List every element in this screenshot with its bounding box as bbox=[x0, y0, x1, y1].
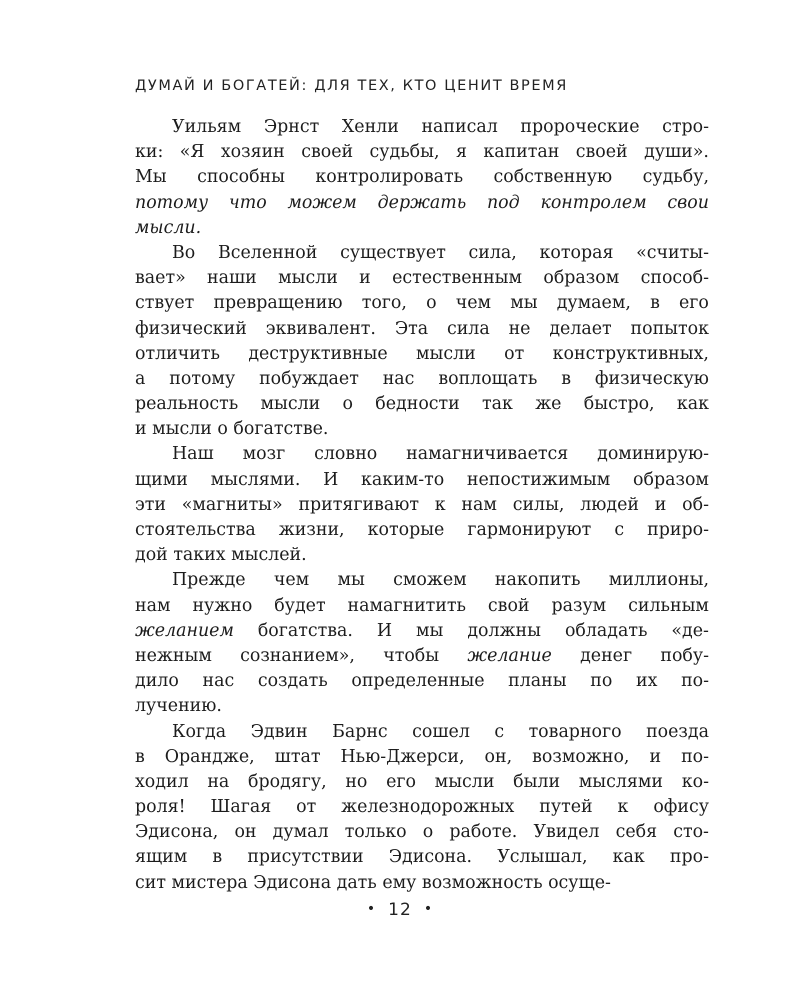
word: с bbox=[494, 721, 505, 742]
word: лучению. bbox=[135, 696, 222, 717]
word: только bbox=[344, 822, 407, 843]
word: сила, bbox=[468, 242, 517, 263]
word: по- bbox=[681, 671, 709, 692]
word: деструктивные bbox=[248, 343, 388, 364]
word: мыслей. bbox=[231, 545, 307, 566]
word: же bbox=[535, 394, 562, 415]
word: держать bbox=[377, 192, 467, 213]
word: поезда bbox=[646, 721, 709, 742]
word: мистера bbox=[171, 872, 248, 893]
text-line bbox=[135, 720, 709, 745]
word: Вселенной bbox=[217, 242, 318, 263]
word: бродягу, bbox=[248, 771, 327, 792]
word: И bbox=[376, 620, 393, 641]
word: миллионы, bbox=[608, 570, 709, 591]
word: мы bbox=[510, 293, 538, 314]
text-line bbox=[135, 417, 709, 442]
word: работе. bbox=[449, 822, 518, 843]
word: разум bbox=[551, 595, 607, 616]
word: под bbox=[486, 192, 520, 213]
word: и bbox=[135, 419, 147, 440]
paragraph bbox=[135, 241, 709, 443]
word: планы bbox=[508, 671, 567, 692]
word: а bbox=[135, 368, 146, 389]
word: быстро, bbox=[583, 394, 655, 415]
word: естественным bbox=[392, 268, 523, 289]
paragraph bbox=[135, 115, 709, 241]
running-header: ДУМАЙ И БОГАТЕЙ: ДЛЯ ТЕХ, КТО ЦЕНИТ ВРЕМЯ bbox=[135, 78, 568, 94]
word: «считы- bbox=[636, 242, 709, 263]
word: с bbox=[614, 520, 625, 540]
word: возможность bbox=[421, 872, 543, 893]
word: Когда bbox=[172, 721, 227, 742]
word: контролем bbox=[540, 192, 647, 213]
word: ствует bbox=[135, 293, 195, 314]
word: стоятельства bbox=[135, 520, 256, 540]
word: сошел bbox=[412, 721, 470, 742]
text-line bbox=[135, 342, 709, 367]
text-line bbox=[135, 165, 709, 190]
paragraph bbox=[135, 568, 709, 719]
word: их bbox=[636, 671, 658, 692]
word: отличить bbox=[135, 343, 220, 364]
text-line bbox=[135, 644, 709, 669]
folio-bullet-right: • bbox=[423, 901, 434, 917]
word: что bbox=[228, 192, 267, 213]
paragraph bbox=[135, 720, 709, 896]
word: сто- bbox=[673, 822, 709, 843]
word: намагнитить bbox=[347, 595, 466, 616]
word: создать bbox=[257, 671, 328, 692]
word: «Я bbox=[179, 142, 205, 163]
word: он bbox=[234, 822, 257, 843]
text-line bbox=[135, 266, 709, 291]
word: роля! bbox=[135, 797, 186, 818]
word: щими bbox=[135, 469, 188, 490]
word: словно bbox=[314, 444, 378, 465]
word: как bbox=[612, 847, 645, 868]
word: мыслями. bbox=[210, 469, 301, 490]
word: о bbox=[422, 822, 434, 843]
word: в bbox=[135, 746, 145, 767]
word: людей bbox=[580, 494, 640, 515]
word: свой bbox=[487, 595, 530, 616]
word: мы bbox=[416, 620, 444, 641]
word: чем bbox=[273, 570, 310, 591]
text-line bbox=[135, 594, 709, 619]
text-line bbox=[135, 115, 709, 140]
word: которая bbox=[539, 242, 614, 263]
text-line bbox=[135, 871, 709, 896]
folio-bullet-left: • bbox=[366, 901, 377, 917]
word: побуждает bbox=[259, 368, 359, 389]
word: об- bbox=[682, 494, 709, 515]
word: на bbox=[207, 771, 230, 792]
word: определенные bbox=[351, 671, 485, 692]
word: силы, bbox=[512, 494, 565, 515]
word: хозяин bbox=[220, 142, 285, 163]
word: Эдисона bbox=[253, 872, 332, 893]
word: вает» bbox=[135, 268, 186, 289]
word: капитан bbox=[483, 142, 560, 163]
word: жизни, bbox=[278, 520, 345, 540]
word: способ- bbox=[640, 268, 709, 289]
word: мысли bbox=[152, 419, 212, 440]
word: можем bbox=[287, 192, 357, 213]
word: Орандже, bbox=[164, 746, 255, 767]
word: потому bbox=[169, 368, 236, 389]
word: Эдисона, bbox=[135, 822, 219, 843]
word: И bbox=[323, 469, 339, 490]
word: путей bbox=[539, 797, 593, 818]
word: офису bbox=[653, 797, 709, 818]
word: сознанием», bbox=[240, 645, 355, 666]
text-line bbox=[135, 795, 709, 820]
word: присутствии bbox=[247, 847, 364, 868]
word: каким-то bbox=[361, 469, 445, 490]
word: о bbox=[342, 394, 353, 415]
word: думаем, bbox=[556, 293, 631, 314]
word: Во bbox=[172, 242, 196, 263]
text-line bbox=[135, 845, 709, 870]
word: богатстве. bbox=[233, 419, 329, 440]
word: денег bbox=[580, 645, 633, 666]
word: попыток bbox=[630, 318, 709, 339]
word: делает bbox=[549, 318, 612, 339]
body-text bbox=[135, 115, 709, 896]
text-line bbox=[135, 367, 709, 392]
word: образом bbox=[633, 469, 709, 490]
word: «де- bbox=[671, 620, 709, 641]
word: Шагая bbox=[210, 797, 272, 818]
word: Барнс bbox=[332, 721, 388, 742]
paragraph bbox=[135, 442, 709, 568]
word: от bbox=[504, 343, 525, 364]
word: но bbox=[345, 771, 368, 792]
word: осуще- bbox=[548, 872, 611, 893]
text-line bbox=[135, 619, 709, 644]
text-line bbox=[135, 468, 709, 493]
word: нужно bbox=[192, 595, 253, 616]
word: я bbox=[455, 142, 467, 163]
word: образом bbox=[543, 268, 620, 289]
word: и bbox=[649, 746, 662, 767]
text-line bbox=[135, 694, 709, 719]
word: нас bbox=[382, 368, 415, 389]
word: непостижимым bbox=[466, 469, 611, 490]
word: себя bbox=[615, 822, 658, 843]
word: от bbox=[296, 797, 317, 818]
word: свои bbox=[667, 192, 709, 213]
word: собственную bbox=[493, 167, 613, 188]
word: мозг bbox=[242, 444, 286, 465]
word: «магниты» bbox=[181, 494, 283, 515]
word: притягивают bbox=[298, 494, 419, 515]
word: в bbox=[650, 293, 660, 314]
word: судьбу, bbox=[642, 167, 709, 188]
word: мы bbox=[337, 570, 365, 591]
text-line bbox=[135, 518, 709, 543]
page-number: 12 bbox=[388, 900, 412, 920]
word: стро- bbox=[662, 117, 709, 137]
word: которые bbox=[367, 520, 445, 540]
word: физический bbox=[135, 318, 247, 339]
word: дать bbox=[336, 872, 377, 893]
word: гармонируют bbox=[467, 520, 592, 540]
word: бедности bbox=[375, 394, 460, 415]
text-line bbox=[135, 493, 709, 518]
word: накопить bbox=[494, 570, 581, 591]
word: нас bbox=[202, 671, 235, 692]
word: таких bbox=[173, 545, 226, 566]
word: его bbox=[679, 293, 709, 314]
word: превращению bbox=[213, 293, 343, 314]
word: Наш bbox=[172, 444, 214, 465]
word: конструктивных, bbox=[552, 343, 709, 364]
word: своей bbox=[301, 142, 354, 163]
word: души». bbox=[644, 142, 709, 163]
word: наши bbox=[207, 268, 257, 289]
text-line bbox=[135, 770, 709, 795]
word: мысли bbox=[260, 394, 321, 415]
word: Нью-Джерси, bbox=[340, 746, 465, 767]
word: думал bbox=[272, 822, 329, 843]
word: возможно, bbox=[532, 746, 630, 767]
word: существует bbox=[340, 242, 446, 263]
text-line bbox=[135, 392, 709, 417]
word: дило bbox=[135, 671, 179, 692]
text-line bbox=[135, 317, 709, 342]
word: дой bbox=[135, 545, 168, 566]
word: мысли bbox=[278, 268, 338, 289]
word: Услышал, bbox=[497, 847, 588, 868]
word: мысли bbox=[416, 343, 476, 364]
word: будет bbox=[274, 595, 326, 616]
word: богатства. bbox=[257, 620, 353, 641]
word: были bbox=[513, 771, 561, 792]
text-line bbox=[135, 442, 709, 467]
word: о bbox=[217, 419, 228, 440]
text-line bbox=[135, 669, 709, 694]
word: того, bbox=[361, 293, 407, 314]
word: ко- bbox=[681, 771, 709, 792]
word: по- bbox=[681, 746, 709, 767]
word: ходил bbox=[135, 771, 189, 792]
word: он, bbox=[484, 746, 513, 767]
text-line bbox=[135, 191, 709, 216]
word: в bbox=[212, 847, 223, 868]
word: Увидел bbox=[533, 822, 600, 843]
word: Прежде bbox=[172, 570, 246, 591]
text-line bbox=[135, 745, 709, 770]
word: в bbox=[561, 368, 571, 389]
word: мысли bbox=[434, 771, 495, 792]
word: нам bbox=[461, 494, 497, 515]
text-line bbox=[135, 216, 709, 241]
page-folio bbox=[0, 900, 800, 920]
word: нежным bbox=[135, 645, 212, 666]
word: и bbox=[654, 494, 667, 515]
word: воплощать bbox=[438, 368, 538, 389]
word: эквивалент. bbox=[265, 318, 376, 339]
word: судьбы, bbox=[369, 142, 440, 163]
word: как bbox=[676, 394, 709, 415]
text-line bbox=[135, 241, 709, 266]
word: о bbox=[426, 293, 437, 314]
text-line bbox=[135, 820, 709, 845]
word: Мы bbox=[135, 167, 167, 188]
text-line bbox=[135, 568, 709, 593]
word: доминирую- bbox=[597, 444, 709, 465]
word: ящим bbox=[135, 847, 188, 868]
word: Эдисона. bbox=[388, 847, 473, 868]
text-line bbox=[135, 291, 709, 316]
word: своей bbox=[575, 142, 628, 163]
word: не bbox=[508, 318, 531, 339]
word: сит bbox=[135, 872, 166, 893]
word: должны bbox=[467, 620, 541, 641]
word: чем bbox=[455, 293, 492, 314]
word: Уильям bbox=[172, 117, 242, 137]
word: сила bbox=[446, 318, 490, 339]
word: штат bbox=[274, 746, 321, 767]
word: Эрнст bbox=[263, 117, 320, 137]
word: потому bbox=[135, 192, 209, 213]
word: побу- bbox=[660, 645, 709, 666]
word: контролировать bbox=[315, 167, 464, 188]
word: к bbox=[434, 494, 446, 515]
word: желанием bbox=[135, 620, 234, 641]
word: сможем bbox=[393, 570, 467, 591]
word: ки: bbox=[135, 142, 164, 163]
word: ему bbox=[382, 872, 417, 893]
word: железнодорожных bbox=[341, 797, 515, 818]
word: приро- bbox=[647, 520, 709, 540]
word: его bbox=[386, 771, 416, 792]
word: по bbox=[590, 671, 613, 692]
word: нам bbox=[135, 595, 171, 616]
word: написал bbox=[421, 117, 498, 137]
word: обладать bbox=[564, 620, 648, 641]
word: мыслями bbox=[578, 771, 664, 792]
word: мысли. bbox=[135, 217, 202, 238]
word: реальность bbox=[135, 394, 239, 415]
text-line bbox=[135, 140, 709, 165]
word: и bbox=[359, 268, 371, 289]
text-line bbox=[135, 543, 709, 568]
word: пророческие bbox=[520, 117, 640, 137]
word: про- bbox=[669, 847, 709, 868]
word: желание bbox=[467, 645, 552, 666]
word: сильным bbox=[628, 595, 709, 616]
word: товарного bbox=[528, 721, 622, 742]
word: намагничивается bbox=[406, 444, 569, 465]
word: физическую bbox=[594, 368, 709, 389]
word: так bbox=[482, 394, 513, 415]
word: Эта bbox=[394, 318, 429, 339]
word: эти bbox=[135, 494, 166, 515]
word: чтобы bbox=[383, 645, 440, 666]
word: Хенли bbox=[341, 117, 399, 137]
word: к bbox=[617, 797, 629, 818]
word: способны bbox=[197, 167, 285, 188]
word: Эдвин bbox=[250, 721, 308, 742]
